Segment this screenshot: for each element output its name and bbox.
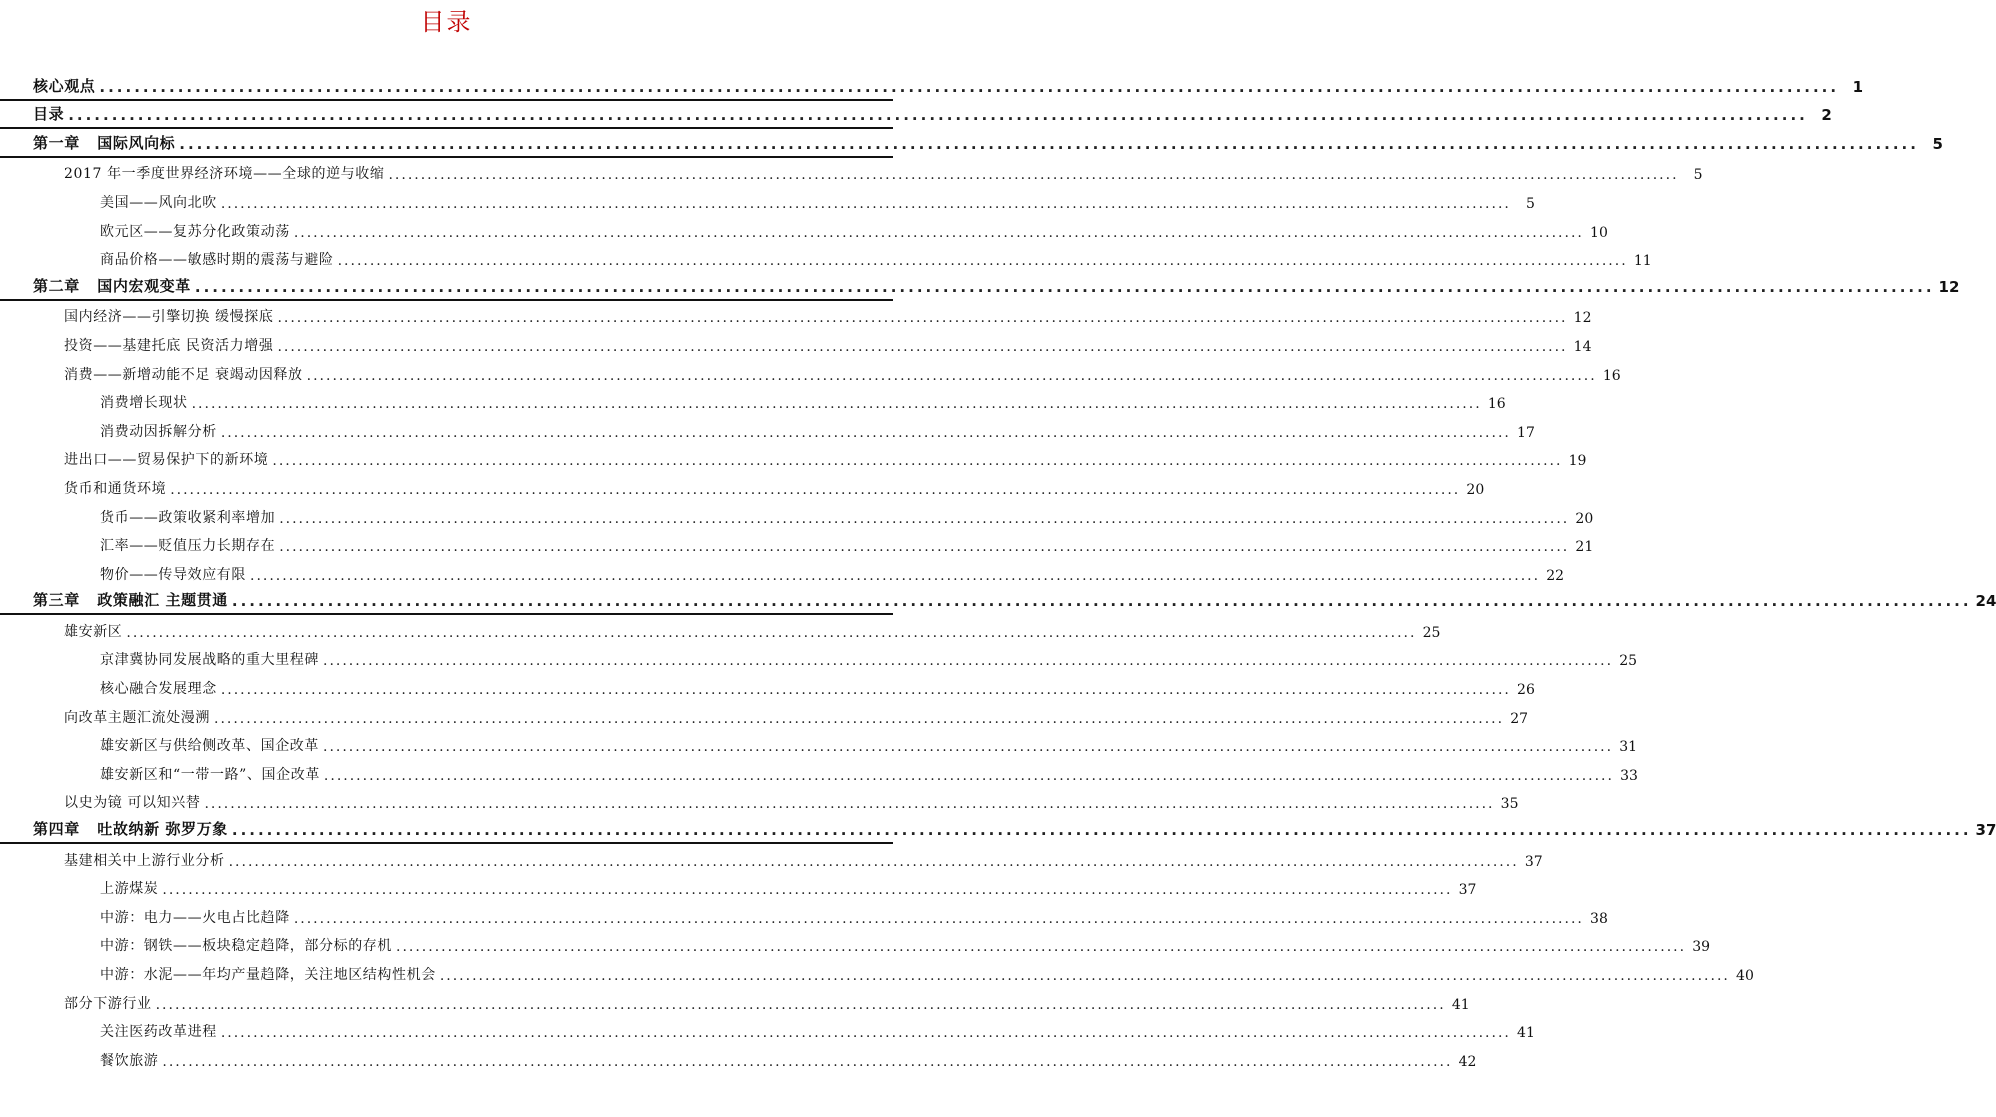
toc-entry-level-3[interactable]	[0, 1016, 1535, 1045]
toc-entry-level-3[interactable]	[0, 1044, 1477, 1073]
toc-entry-level-2[interactable]	[0, 444, 1587, 473]
toc-entry-title: 中游：电力——火电占比趋降	[100, 909, 290, 926]
toc-entry-title: 物价——传导效应有限	[100, 566, 246, 583]
toc-leader-dots: ........................................................................................................................................................................................................	[323, 739, 1614, 756]
toc-entry-level-1[interactable]	[0, 272, 1960, 301]
toc-entry-level-3[interactable]	[0, 501, 1594, 530]
toc-leader-dots: ........................................................................................................................................................................................................	[191, 396, 1482, 413]
toc-leader-dots: ........................................................................................................................................................................................................	[194, 277, 1935, 296]
toc-entry-page-number: 14	[1573, 338, 1592, 355]
toc-entry-title: 部分下游行业	[64, 995, 152, 1012]
toc-entry-title: 进出口——贸易保护下的新环境	[64, 452, 269, 469]
toc-entry-title: 消费增长现状	[100, 395, 188, 412]
toc-entry-title: 第二章 国内宏观变革	[33, 276, 191, 295]
toc-entry-page-number: 20	[1466, 481, 1485, 498]
toc-leader-dots: ........................................................................................................................................................................................................	[396, 939, 1687, 956]
toc-entry-level-3[interactable]	[0, 244, 1652, 273]
toc-leader-dots: ........................................................................................................................................................................................................	[204, 796, 1495, 813]
toc-entry-level-2[interactable]	[0, 472, 1485, 501]
toc-entry-level-2[interactable]	[0, 844, 1543, 873]
toc-entry-level-3[interactable]	[0, 387, 1506, 416]
toc-entry-page-number: 27	[1510, 710, 1529, 727]
toc-entry-page-number: 37	[1524, 853, 1543, 870]
toc-leader-dots: ........................................................................................................................................................................................................	[155, 996, 1446, 1013]
toc-entry-page-number: 2	[1821, 106, 1832, 125]
toc-entry-page-number: 1	[1852, 77, 1864, 96]
toc-entry-page-number: 41	[1517, 1025, 1535, 1042]
toc-entry-page-number: 31	[1619, 739, 1638, 756]
toc-leader-dots: ........................................................................................................................................................................................................	[220, 195, 1511, 212]
toc-entry-level-3[interactable]	[0, 215, 1608, 244]
toc-entry-title: 以史为镜 可以知兴替	[64, 795, 201, 812]
toc-entry-title: 中游：钢铁——板块稳定趋降，部分标的存机	[100, 938, 392, 955]
toc-leader-dots: ........................................................................................................................................................................................................	[99, 77, 1840, 96]
toc-entry-title: 第一章 国际风向标	[33, 133, 176, 152]
toc-entry-page-number: 17	[1517, 424, 1535, 441]
toc-leader-dots: ........................................................................................................................................................................................................	[277, 310, 1568, 327]
table-of-contents	[0, 72, 1996, 1073]
toc-entry-level-1[interactable]	[0, 129, 1943, 158]
page-title: 目录	[420, 8, 473, 36]
toc-leader-dots: ........................................................................................................................................................................................................	[162, 882, 1453, 899]
toc-entry-page-number: 35	[1500, 796, 1519, 813]
toc-entry-title: 货币和通货环境	[64, 480, 167, 497]
toc-leader-dots: ........................................................................................................................................................................................................	[388, 167, 1679, 184]
toc-leader-dots: ........................................................................................................................................................................................................	[170, 481, 1461, 498]
toc-entry-level-2[interactable]	[0, 787, 1519, 816]
toc-leader-dots: ........................................................................................................................................................................................................	[439, 968, 1730, 984]
toc-entry-page-number: 5	[1932, 134, 1943, 153]
toc-leader-dots: ........................................................................................................................................................................................................	[293, 910, 1584, 927]
toc-entry-title: 京津冀协同发展战略的重大里程碑	[100, 652, 319, 669]
toc-entry-level-3[interactable]	[0, 901, 1608, 930]
toc-leader-dots: ........................................................................................................................................................................................................	[250, 567, 1541, 584]
toc-entry-page-number: 25	[1619, 653, 1638, 670]
toc-entry-level-3[interactable]	[0, 730, 1638, 759]
toc-entry-level-3[interactable]	[0, 530, 1594, 559]
toc-entry-level-3[interactable]	[0, 930, 1711, 959]
toc-leader-dots: ........................................................................................................................................................................................................	[306, 367, 1597, 384]
toc-entry-title: 雄安新区与供给侧改革、国企改革	[100, 738, 319, 755]
toc-entry-page-number: 42	[1458, 1053, 1477, 1070]
toc-entry-page-number: 16	[1487, 396, 1506, 413]
toc-leader-dots: ........................................................................................................................................................................................................	[179, 134, 1919, 153]
toc-entry-title: 第三章 政策融汇 主题贯通	[33, 591, 228, 610]
toc-entry-level-1[interactable]	[0, 72, 1864, 101]
toc-entry-page-number: 5	[1693, 167, 1703, 184]
toc-entry-page-number: 33	[1620, 767, 1638, 784]
toc-entry-level-3[interactable]	[0, 558, 1565, 587]
toc-entry-title: 消费动因拆解分析	[100, 423, 217, 440]
toc-entry-level-3[interactable]	[0, 672, 1535, 701]
toc-entry-level-2[interactable]	[0, 701, 1529, 730]
toc-entry-level-2[interactable]	[0, 358, 1621, 387]
toc-entry-title: 向改革主题汇流处漫溯	[64, 709, 210, 726]
toc-entry-title: 投资——基建托底 民资活力增强	[64, 337, 274, 354]
toc-leader-dots: ........................................................................................................................................................................................................	[126, 624, 1417, 641]
toc-entry-title: 第四章 吐故纳新 弥罗万象	[33, 820, 228, 839]
toc-entry-title: 2017 年一季度世界经济环境——全球的逆与收缩	[64, 166, 385, 183]
toc-leader-dots: ........................................................................................................................................................................................................	[231, 821, 1972, 840]
toc-entry-page-number: 38	[1590, 910, 1608, 927]
toc-entry-level-2[interactable]	[0, 329, 1592, 358]
toc-entry-page-number: 24	[1975, 592, 1996, 611]
toc-entry-title: 餐饮旅游	[100, 1052, 159, 1069]
toc-entry-level-3[interactable]	[0, 958, 1754, 987]
toc-entry-level-3[interactable]	[0, 415, 1535, 444]
toc-entry-level-2[interactable]	[0, 301, 1592, 330]
toc-entry-title: 上游煤炭	[100, 881, 159, 898]
toc-entry-page-number: 10	[1590, 224, 1608, 241]
toc-leader-dots: ........................................................................................................................................................................................................	[228, 853, 1519, 870]
toc-entry-level-2[interactable]	[0, 987, 1470, 1016]
toc-entry-page-number: 11	[1633, 253, 1652, 270]
toc-entry-title: 货币——政策收紧利率增加	[100, 509, 276, 526]
toc-entry-level-3[interactable]	[0, 644, 1638, 673]
toc-entry-level-3[interactable]	[0, 873, 1477, 902]
toc-entry-page-number: 5	[1525, 195, 1535, 212]
toc-leader-dots: ........................................................................................................................................................................................................	[68, 106, 1808, 125]
toc-leader-dots: ........................................................................................................................................................................................................	[323, 767, 1614, 784]
toc-entry-level-3[interactable]	[0, 186, 1535, 215]
toc-entry-page-number: 37	[1458, 882, 1477, 899]
toc-entry-level-2[interactable]	[0, 158, 1703, 187]
toc-leader-dots: ........................................................................................................................................................................................................	[220, 424, 1511, 441]
toc-entry-page-number: 19	[1568, 453, 1587, 470]
toc-entry-title: 消费——新增动能不足 衰竭动因释放	[64, 366, 303, 383]
toc-entry-title: 国内经济——引擎切换 缓慢探底	[64, 309, 274, 326]
toc-entry-page-number: 12	[1938, 277, 1960, 296]
toc-entry-level-1[interactable]	[0, 587, 1996, 616]
toc-entry-level-2[interactable]	[0, 615, 1441, 644]
toc-entry-level-1[interactable]	[0, 101, 1832, 130]
toc-entry-title: 欧元区——复苏分化政策动荡	[100, 223, 290, 240]
toc-entry-page-number: 37	[1975, 821, 1996, 840]
toc-entry-level-1[interactable]	[0, 815, 1996, 844]
toc-entry-page-number: 22	[1546, 567, 1565, 584]
toc-leader-dots: ........................................................................................................................................................................................................	[231, 592, 1972, 611]
toc-entry-title: 基建相关中上游行业分析	[64, 852, 225, 869]
toc-entry-title: 核心融合发展理念	[100, 681, 217, 698]
toc-leader-dots: ........................................................................................................................................................................................................	[323, 653, 1614, 670]
toc-entry-page-number: 39	[1692, 939, 1711, 956]
toc-entry-title: 中游：水泥——年均产量趋降，关注地区结构性机会	[100, 967, 436, 983]
toc-entry-page-number: 40	[1736, 968, 1754, 984]
toc-leader-dots: ........................................................................................................................................................................................................	[337, 253, 1628, 270]
toc-entry-title: 雄安新区和“一带一路”、国企改革	[100, 766, 320, 783]
toc-entry-page-number: 25	[1422, 624, 1441, 641]
toc-entry-title: 目录	[33, 105, 65, 124]
toc-entry-level-3[interactable]	[0, 758, 1638, 787]
toc-entry-page-number: 41	[1451, 996, 1470, 1013]
toc-entry-title: 汇率——贬值压力长期存在	[100, 538, 276, 555]
toc-entry-title: 商品价格——敏感时期的震荡与避险	[100, 252, 334, 269]
toc-leader-dots: ........................................................................................................................................................................................................	[162, 1053, 1453, 1070]
toc-leader-dots: ........................................................................................................................................................................................................	[279, 510, 1570, 527]
toc-leader-dots: ........................................................................................................................................................................................................	[214, 710, 1505, 727]
toc-entry-page-number: 26	[1517, 682, 1535, 699]
toc-leader-dots: ........................................................................................................................................................................................................	[277, 338, 1568, 355]
toc-entry-page-number: 20	[1575, 510, 1594, 527]
toc-leader-dots: ........................................................................................................................................................................................................	[272, 453, 1563, 470]
toc-leader-dots: ........................................................................................................................................................................................................	[220, 682, 1511, 699]
toc-entry-page-number: 16	[1602, 367, 1621, 384]
toc-entry-page-number: 21	[1575, 539, 1594, 556]
toc-entry-title: 关注医药改革进程	[100, 1024, 217, 1041]
toc-leader-dots: ........................................................................................................................................................................................................	[293, 224, 1584, 241]
toc-leader-dots: ........................................................................................................................................................................................................	[279, 539, 1570, 556]
toc-leader-dots: ........................................................................................................................................................................................................	[220, 1025, 1511, 1042]
toc-entry-title: 核心观点	[33, 76, 96, 95]
toc-entry-page-number: 12	[1573, 310, 1592, 327]
toc-entry-title: 雄安新区	[64, 623, 123, 640]
toc-entry-title: 美国——风向北吹	[100, 194, 217, 211]
